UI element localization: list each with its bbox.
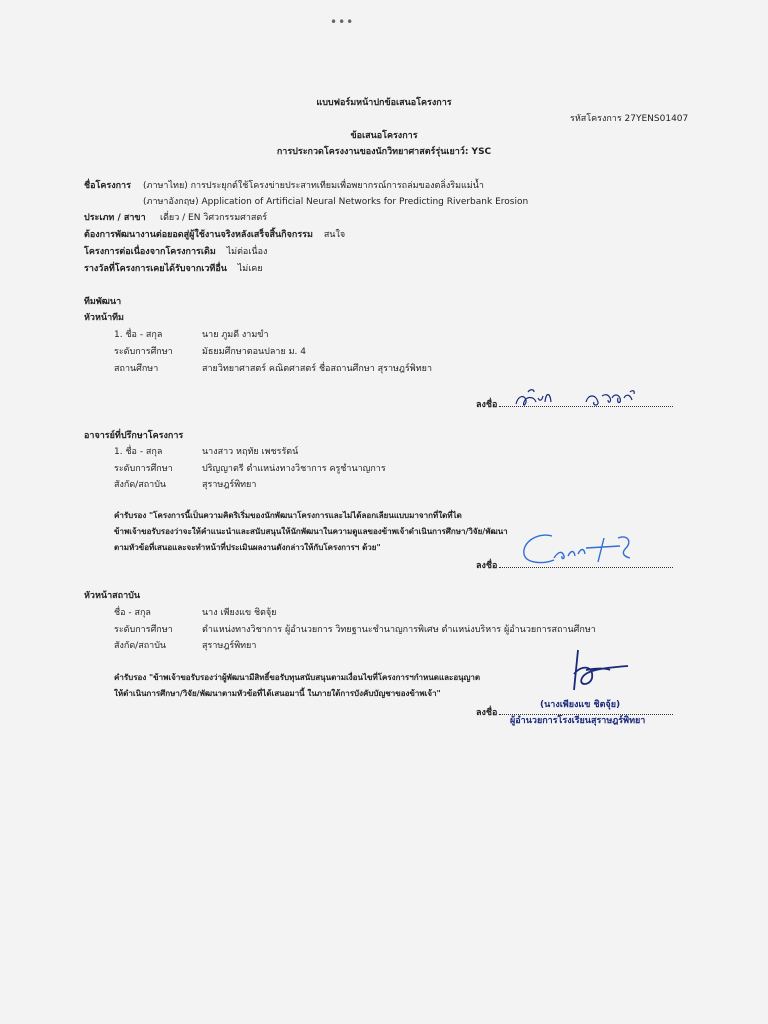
develop-row [84, 229, 345, 241]
continue-value: ไม่ต่อเนื่อง [226, 247, 268, 257]
director-sign-label: ลงชื่อ [476, 708, 498, 718]
advisor-statement-1: คำรับรอง "โครงการนี้เป็นความคิดริเริ่มของนักพัฒนาโครงการและไม่ได้ลอกเลียนแบบมาจากที่ใดที่ได [114, 511, 462, 520]
develop-value: สนใจ [323, 230, 346, 240]
director-signature-image [556, 648, 646, 700]
director-edu-value: ตำแหน่งทางวิชาการ ผู้อำนวยการ วิทยฐานะชำนาญการพิเศษ ตำแหน่งบริหาร ผู้อำนวยการสถานศึกษา [202, 625, 596, 635]
leader-heading: หัวหน้าทีม [84, 313, 124, 323]
leader-edu-value: มัธยมศึกษาตอนปลาย ม. 4 [202, 347, 306, 357]
leader-school-value: สายวิทยาศาสตร์ คณิตศาสตร์ ชื่อสถานศึกษา สุราษฎร์พิทยา [202, 364, 433, 374]
director-name-label: ชื่อ - สกุล [114, 608, 151, 618]
director-statement-2: ให้ดำเนินการศึกษา/วิจัย/พัฒนาตามหัวข้อที่ได้เสนอมานี้ ในภายใต้การบังคับบัญชาของข้าพเจ้า" [114, 689, 441, 698]
type-value: เดี่ยว / EN วิศวกรรมศาสตร์ [160, 213, 268, 223]
advisor-sign-label: ลงชื่อ [476, 561, 498, 571]
director-name-value: นาง เพียงแข ชิตจุ้ย [202, 608, 277, 618]
contest-name: การประกวดโครงงานของนักวิทยาศาสตร์รุ่นเยาว์: YSC [276, 147, 492, 157]
form-title: แบบฟอร์มหน้าปกข้อเสนอโครงการ [316, 98, 452, 108]
proposal-heading: ข้อเสนอโครงการ [350, 131, 418, 141]
project-code: รหัสโครงการ 27YENS01407 [570, 114, 689, 124]
develop-label: ต้องการพัฒนางานต่อยอดสู่ผู้ใช้งานจริงหลังเสร็จสิ้นกิจกรรม [84, 230, 313, 240]
leader-name-value: นาย ภูมดี งามขำ [202, 330, 269, 340]
advisor-heading: อาจารย์ที่ปรึกษาโครงการ [84, 431, 184, 441]
award-row [84, 263, 263, 275]
director-edu-label: ระดับการศึกษา [114, 625, 173, 635]
project-name-en: (ภาษาอังกฤษ) Application of Artificial Neural Networks for Predicting Riverbank Erosion [143, 197, 529, 207]
advisor-signature-image [518, 528, 668, 570]
leader-sign-label: ลงชื่อ [476, 400, 498, 410]
type-label: ประเภท / สาขา [84, 213, 146, 223]
award-value: ไม่เคย [237, 264, 263, 274]
advisor-org-label: สังกัด/สถาบัน [114, 480, 167, 490]
director-org-value: สุราษฎร์พิทยา [202, 641, 257, 651]
director-statement-1: คำรับรอง "ข้าพเจ้าขอรับรองว่าผู้พัฒนามีสิทธิ์ขอรับทุนสนับสนุนตามเงื่อนไขที่โครงการฯกำหนดและอนุญาต [114, 673, 481, 682]
award-label: รางวัลที่โครงการเคยได้รับจากเวทีอื่น [84, 264, 227, 274]
director-signer-title: ผู้อำนวยการโรงเรียนสุราษฎร์พิทยา [510, 716, 646, 726]
more-horizontal-icon[interactable]: ••• [330, 15, 355, 29]
advisor-edu-value: ปริญญาตรี ตำแหน่งทางวิชาการ ครูชำนาญการ [202, 464, 386, 474]
advisor-statement-2: ข้าพเจ้าขอรับรองว่าจะให้คำแนะนำและสนับสนุนให้นักพัฒนาในความดูแลของข้าพเจ้าดำเนินการศึกษา/วิจัย/พัฒนา [114, 527, 508, 536]
advisor-edu-label: ระดับการศึกษา [114, 464, 173, 474]
leader-signature-image [512, 384, 672, 412]
project-name-th: (ภาษาไทย) การประยุกต์ใช้โครงข่ายประสาทเทียมเพื่อพยากรณ์การถล่มของตลิ่งริมแม่น้ำ [143, 181, 484, 191]
leader-edu-label: ระดับการศึกษา [114, 347, 173, 357]
advisor-name-value: นางสาว หฤทัย เพชรรัตน์ [202, 447, 299, 457]
advisor-statement-3: ตามหัวข้อที่เสนอและจะทำหน้าที่ประเมินผลงานดังกล่าวให้กับโครงการฯ ด้วย" [114, 543, 381, 552]
director-signer-name: (นางเพียงแข ชิตจุ้ย) [540, 700, 621, 710]
advisor-org-value: สุราษฎร์พิทยา [202, 480, 257, 490]
director-org-label: สังกัด/สถาบัน [114, 641, 167, 651]
continue-row [84, 246, 267, 258]
leader-school-label: สถานศึกษา [114, 364, 159, 374]
leader-name-label: 1. ชื่อ - สกุล [114, 330, 163, 340]
advisor-name-label: 1. ชื่อ - สกุล [114, 447, 163, 457]
project-name-label: ชื่อโครงการ [84, 181, 131, 191]
director-heading: หัวหน้าสถาบัน [84, 591, 140, 601]
team-heading: ทีมพัฒนา [84, 297, 122, 307]
continue-label: โครงการต่อเนื่องจากโครงการเดิม [84, 247, 216, 257]
